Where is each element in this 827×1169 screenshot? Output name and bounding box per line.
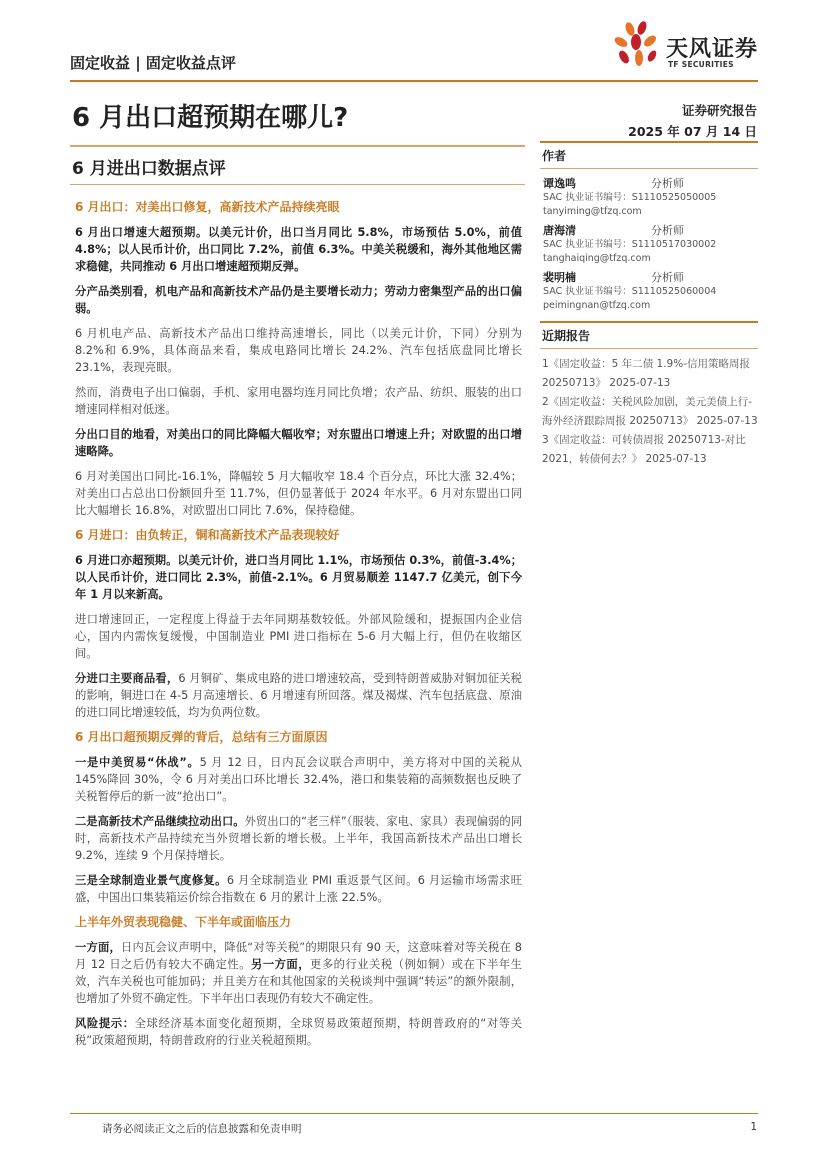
risk-text: 全球经济基本面变化超预期，全球贸易政策超预期，特朗普政府的“对等关税”政策超预期，特朗普政府的行业关税超预期。: [75, 1017, 522, 1047]
paragraph-lead: 一是中美贸易“休战”。: [75, 756, 200, 769]
author-role: 分析师: [651, 271, 684, 284]
section-heading: 6 月出口超预期反弹的背后，总结有三方面原因: [75, 730, 328, 744]
logo-mark-icon: [612, 20, 662, 74]
paragraph: 分出口目的地看，对美出口的同比降幅大幅收窄；对东盟出口增速上升；对欧盟的出口增速略降。: [75, 428, 522, 458]
paragraph-text: 6 月全球制造业 PMI 重返景气区间。6 月运输市场需求旺盛，中国出口集装箱运价综合指数在 6 月的累计上涨 22.5%。: [75, 874, 522, 904]
main-content: [75, 199, 522, 1057]
author-card: [543, 269, 758, 313]
author-name: 唐海清: [543, 224, 576, 237]
recent-title: 近期报告: [542, 329, 591, 343]
author-cert: SAC 执业证书编号：S1110517030002: [543, 239, 717, 250]
paragraph-text: 5 月 12 日，日内瓦会议联合声明中，美方将对中国的关税从 145%降回 30%，令 6 月对美出口环比增长 32.4%，港口和集装箱的高频数据也反映了关税暂停后的新一波“抢出口”。: [75, 756, 522, 803]
recent-report-item[interactable]: 3《固定收益：可转债周报 20250713-对比 2021，转债何去？》 2025-07-13: [542, 434, 746, 465]
sidebar-rule: [540, 141, 758, 143]
footer-disclaimer: 请务必阅读正文之后的信息披露和免责申明: [102, 1123, 302, 1135]
sidebar: [540, 141, 758, 469]
paragraph: [75, 939, 522, 1007]
paragraph: 进口增速回正，一定程度上得益于去年同期基数较低。外部风险缓和，提振国内企业信心，国内内需恢复缓慢，中国制造业 PMI 进口指标在 5-6 月大幅上行，但仍在收缩区间。: [75, 613, 522, 660]
paragraph: 然而，消费电子出口偏弱，手机、家用电器均连月同比负增；农产品、纺织、服装的出口增速同样相对低迷。: [75, 386, 522, 416]
section-heading: 6 月进口：由负转正，铜和高新技术产品表现较好: [75, 528, 340, 542]
author-cert: SAC 执业证书编号：S1110525050005: [543, 192, 717, 203]
paragraph-lead: 另一方面，: [251, 958, 311, 971]
author-email[interactable]: tanghaiqing@tfzq.com: [543, 253, 651, 264]
report-subtitle: 6 月进出口数据点评: [72, 159, 226, 179]
author-card: [543, 222, 758, 266]
paragraph-text: 更多的行业关税（例如铜）或在下半年生效，汽车关税也可能加码；并且美方在和其他国家的关税谈判中强调“转运”的额外限制，也增加了外贸不确定性。下半年出口表现仍有较大不确定性。: [75, 958, 522, 1005]
sidebar-rule-thin: [540, 168, 758, 169]
paragraph-lead: 一方面，: [75, 941, 121, 954]
logo-text-en: TF SECURITIES: [668, 60, 734, 69]
author-name: 裴明楠: [543, 271, 576, 284]
author-cert: SAC 执业证书编号：S1110525060004: [543, 286, 717, 297]
paragraph-text: 日内瓦会议声明中，降低“对等关税”的期限只有 90 天，这意味着对等关税在 8 月 12 日之后仍有较大不确定性。: [75, 941, 522, 971]
header-category: 固定收益 | 固定收益点评: [70, 54, 236, 72]
paragraph: [75, 670, 522, 721]
risk-label: 风险提示：: [75, 1017, 135, 1030]
section-heading: 6 月出口：对美出口修复，高新技术产品持续亮眼: [75, 200, 340, 214]
risk-paragraph: [75, 1015, 522, 1049]
paragraph: [75, 813, 522, 864]
paragraph: [75, 872, 522, 906]
author-role: 分析师: [651, 224, 684, 237]
paragraph-lead: 三是全球制造业景气度修复。: [75, 874, 227, 887]
report-title: 6 月出口超预期在哪儿?: [72, 103, 349, 133]
logo-text: 天风证券: [666, 37, 759, 62]
sidebar-rule: [540, 321, 758, 323]
subtitle-rule-top: [70, 145, 525, 147]
paragraph: 分产品类别看，机电产品和高新技术产品仍是主要增长动力；劳动力密集型产品的出口偏弱。: [75, 285, 522, 315]
subtitle-rule-bottom: [70, 184, 525, 185]
paragraph: 6 月进口亦超预期。以美元计价，进口当月同比 1.1%，市场预估 0.3%，前值-3.4%；以人民币计价，进口同比 2.3%，前值-2.1%。6 月贸易顺差 1147.7 亿美元，创下今年 1 月以来新高。: [75, 554, 522, 601]
page-number: 1: [750, 1121, 757, 1133]
footer-rule: [70, 1113, 758, 1114]
paragraph: [75, 754, 522, 805]
report-date: 2025 年 07 月 14 日: [628, 124, 757, 139]
sidebar-rule-thin: [540, 348, 758, 349]
tf-securities-logo: [612, 20, 762, 76]
paragraph-text: 外贸出口的“老三样”（服装、家电、家具）表现偏弱的同时，高新技术产品持续充当外贸增长新的增长极。上半年，我国高新技术产品出口增长 9.2%，连续 9 个月保持增长。: [75, 815, 522, 862]
author-role: 分析师: [651, 177, 684, 190]
recent-reports: [540, 321, 758, 469]
authors-title: 作者: [542, 149, 567, 163]
author-card: [543, 175, 758, 219]
author-name: 谭逸鸣: [543, 177, 576, 190]
recent-report-item[interactable]: 1《固定收益：5 年二债 1.9%-信用策略周报 20250713》 2025-07-13: [542, 358, 750, 389]
paragraph: 6 月对美国出口同比-16.1%，降幅较 5 月大幅收窄 18.4 个百分点，环比大涨 32.4%；对美出口占总出口份额回升至 11.7%，但仍显著低于 2024 年水平。6 月对东盟出口同比大幅增长 16.8%，对欧盟出口同比 7.6%，保持稳健。: [75, 470, 522, 517]
author-email[interactable]: tanyiming@tfzq.com: [543, 206, 642, 217]
section-heading: 上半年外贸表现稳健、下半年或面临压力: [75, 915, 292, 929]
recent-report-item[interactable]: 2《固定收益：关税风险加剧，美元美债上行-海外经济跟踪周报 20250713》 2025-07-13: [542, 396, 758, 427]
report-type: 证券研究报告: [681, 103, 757, 118]
paragraph-lead: 分进口主要商品看，: [75, 672, 179, 685]
paragraph: 6 月机电产品、高新技术产品出口维持高速增长，同比（以美元计价，下同）分别为 8.2%和 6.9%，具体商品来看，集成电路同比增长 24.2%、汽车包括底盘同比增长 23.1%，表现亮眼。: [75, 327, 522, 374]
paragraph: 6 月出口增速大超预期。以美元计价，出口当月同比 5.8%，市场预估 5.0%，前值 4.8%；以人民币计价，出口同比 7.2%，前值 6.3%。中美关税缓和，海外其他地区需求稳健，共同推动 6 月出口增速超预期反弹。: [75, 226, 522, 273]
paragraph-lead: 二是高新技术产品继续拉动出口。: [75, 815, 245, 828]
author-email[interactable]: peimingnan@tfzq.com: [543, 300, 651, 311]
header-rule: [70, 80, 758, 82]
paragraph-text: 6 月铜矿、集成电路的进口增速较高，受到特朗普威胁对铜加征关税的影响，铜进口在 4-5 月高速增长、6 月增速有所回落。煤及褐煤、汽车包括底盘、原油的进口同比增速较低，均为负两位数。: [75, 672, 522, 719]
